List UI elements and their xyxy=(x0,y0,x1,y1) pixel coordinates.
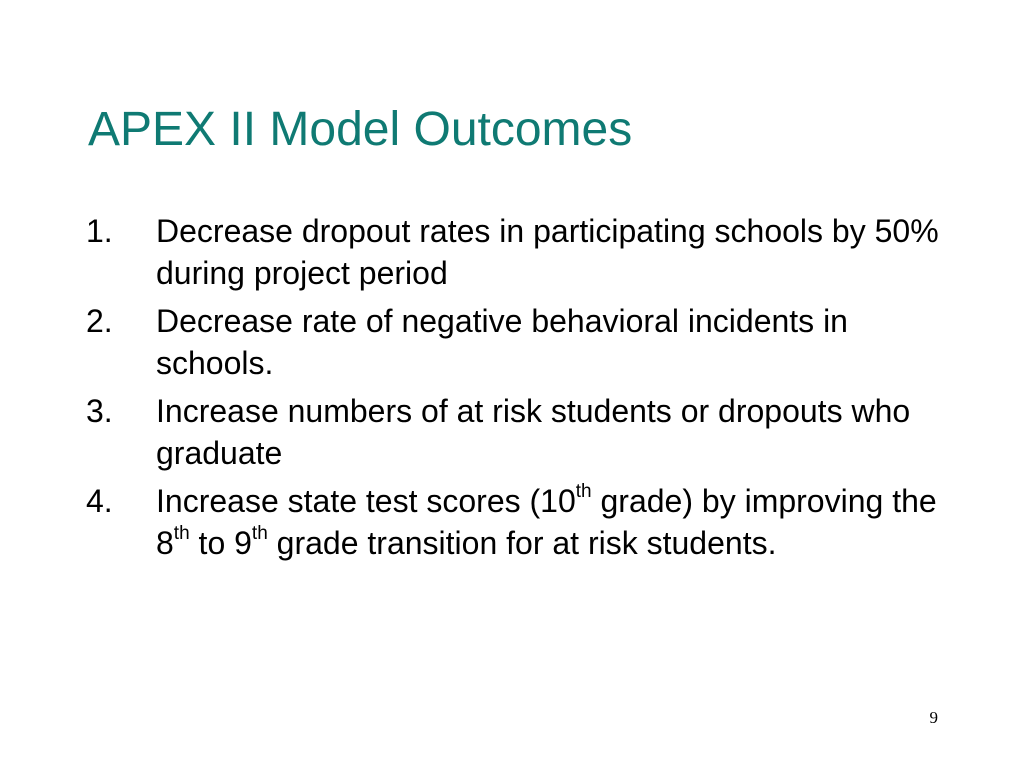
ordinal-superscript: th xyxy=(173,523,190,545)
outcome-number: 4. xyxy=(86,483,113,519)
outcome-number: 1. xyxy=(86,213,113,249)
ordinal-superscript: th xyxy=(575,481,592,503)
outcome-text-segment: grade) by improving the 8 xyxy=(156,483,937,561)
outcomes-list xyxy=(86,210,946,570)
outcome-text-segment: Increase state test scores (10 xyxy=(156,483,576,519)
outcome-text-segment: to 9 xyxy=(189,525,252,561)
outcome-item-3 xyxy=(86,390,946,474)
outcome-text xyxy=(156,480,946,564)
slide-page-number: 9 xyxy=(929,708,938,727)
outcome-number: 3. xyxy=(86,393,113,429)
outcome-text-segment: Decrease dropout rates in participating schools by 50% during project period xyxy=(156,213,939,291)
outcome-text xyxy=(156,300,946,384)
outcome-item-2 xyxy=(86,300,946,384)
outcome-item-4 xyxy=(86,480,946,564)
outcome-text-segment: grade transition for at risk students. xyxy=(267,525,777,561)
outcome-text-segment: Decrease rate of negative behavioral incidents in schools. xyxy=(156,303,848,381)
outcome-number: 2. xyxy=(86,303,113,339)
outcome-text xyxy=(156,390,946,474)
outcome-item-1 xyxy=(86,210,946,294)
slide-title: APEX II Model Outcomes xyxy=(88,103,633,156)
outcome-text-segment: Increase numbers of at risk students or dropouts who graduate xyxy=(156,393,911,471)
ordinal-superscript: th xyxy=(251,523,268,545)
outcome-text xyxy=(156,210,946,294)
